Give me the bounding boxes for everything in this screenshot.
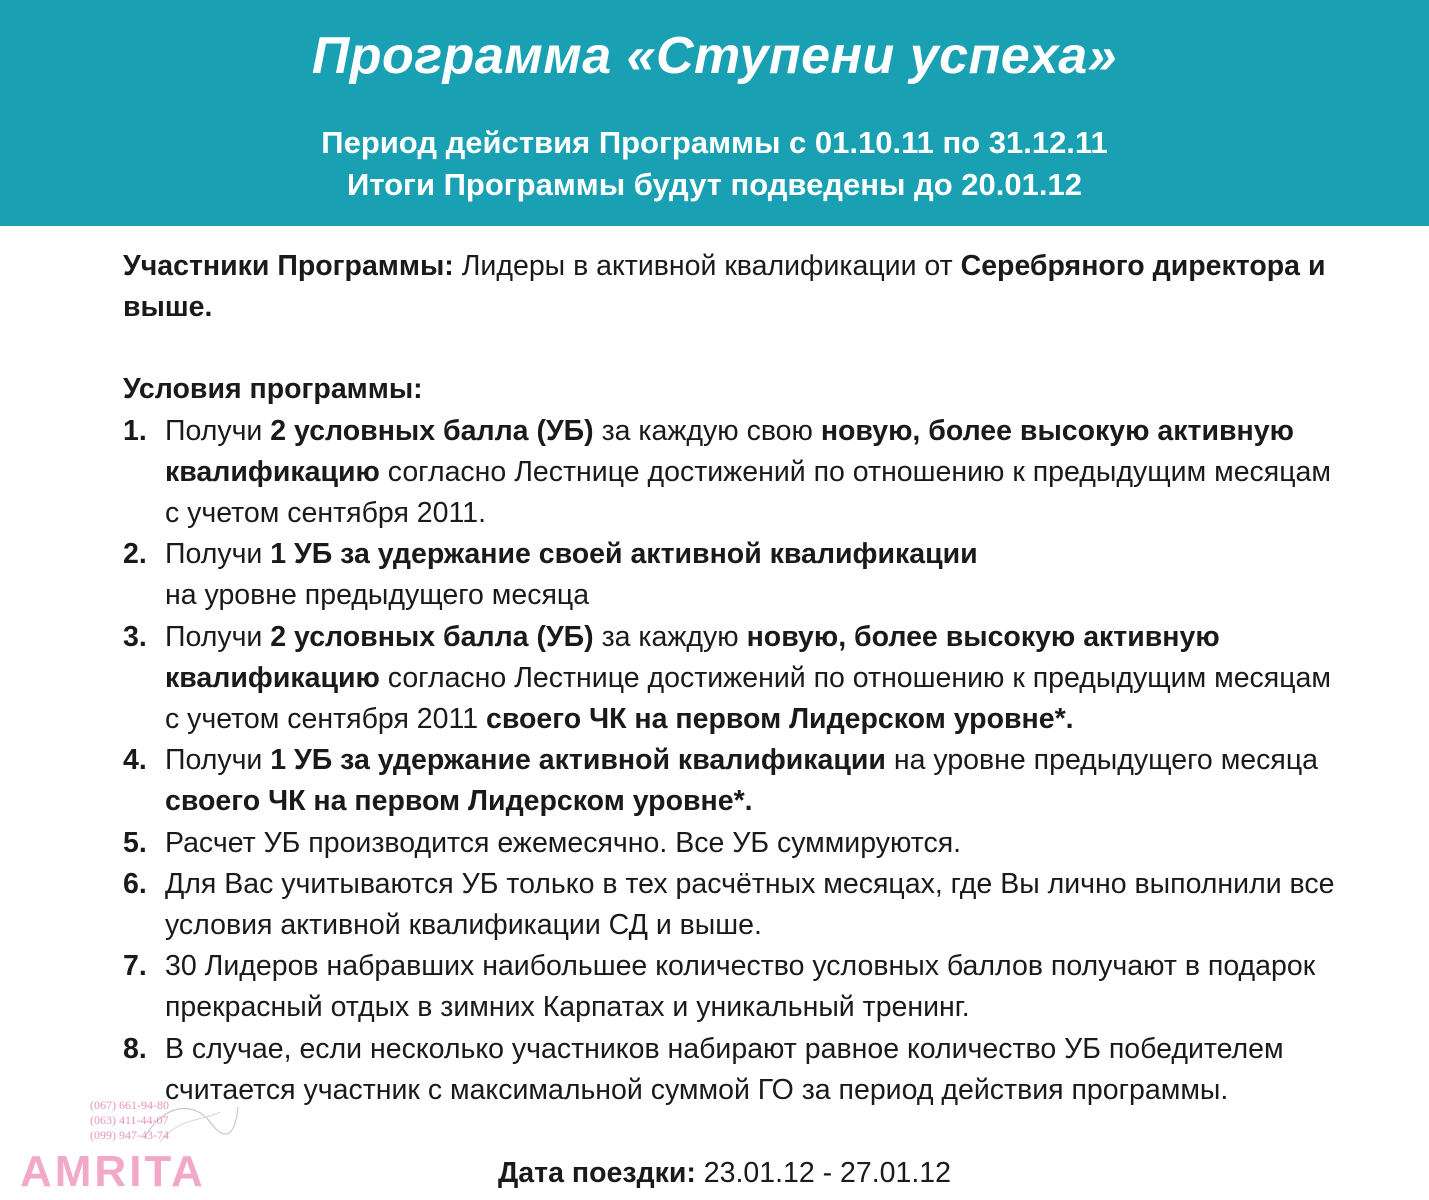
page-title: Программа «Ступени успеха» (311, 27, 1118, 85)
list-item: 2. Получи 1 УБ за удержание своей активной квалификации на уровне предыдущего месяца (123, 538, 978, 612)
list-item: 5. Расчет УБ производится ежемесячно. Все УБ суммируются. (123, 826, 962, 859)
participants-paragraph (123, 246, 1343, 328)
watermark-phone: (067) 661-94-80 (90, 1098, 169, 1112)
trip-label: Дата поездки: (497, 1157, 696, 1189)
list-item: 8. В случае, если несколько участников набирают равное количество УБ победителем считается участник с максимальной суммой ГО за период действия программы. (123, 1032, 1284, 1106)
list-item: 3. Получи 2 условных балла (УБ) за каждую новую, более высокую активную квалификацию согласно Лестнице достижений по отношению к предыдущим месяцам с учетом сентября 2011 своего ЧК на первом Лидерском уровне*. (123, 620, 1331, 736)
watermark-brand: AMRITA (20, 1147, 206, 1196)
list-item: 4. Получи 1 УБ за удержание активной квалификации на уровне предыдущего месяца своего ЧК на первом Лидерском уровне*. (123, 744, 1318, 818)
conditions-list (123, 411, 1343, 1111)
header-banner (0, 0, 1429, 226)
participants-level: Серебряного директора и выше. (123, 250, 1326, 324)
watermark-phones (90, 1098, 169, 1143)
watermark-phone: (099) 947-43-74 (90, 1128, 169, 1142)
program-content (123, 246, 1343, 1111)
list-item: 6. Для Вас учитываются УБ только в тех расчётных месяцах, где Вы лично выполнили все условия активной квалификации СД и выше. (123, 867, 1335, 942)
participants-label: Участники Программы: (123, 250, 454, 282)
conditions-heading: Условия программы: (123, 373, 423, 406)
period-info (0, 122, 1429, 206)
period-line-1: Период действия Программы с 01.10.11 по 31.12.11 (321, 125, 1108, 160)
participants-text: Лидеры в активной квалификации от (453, 250, 961, 282)
watermark-phone: (063) 411-44-07 (90, 1113, 169, 1127)
amrita-watermark (20, 1095, 280, 1195)
trip-date-range: 23.01.12 - 27.01.12 (695, 1157, 951, 1189)
list-item: 7. 30 Лидеров набравших наибольшее количество условных баллов получают в подарок прекрасный отдых в зимних Карпатах и уникальный тренинг. (123, 950, 1316, 1024)
list-item: 1. Получи 2 условных балла (УБ) за каждую свою новую, более высокую активную квалификацию согласно Лестнице достижений по отношению к предыдущим месяцам с учетом сентября 2011. (123, 414, 1331, 530)
period-line-2: Итоги Программы будут подведены до 20.01.12 (347, 167, 1082, 202)
